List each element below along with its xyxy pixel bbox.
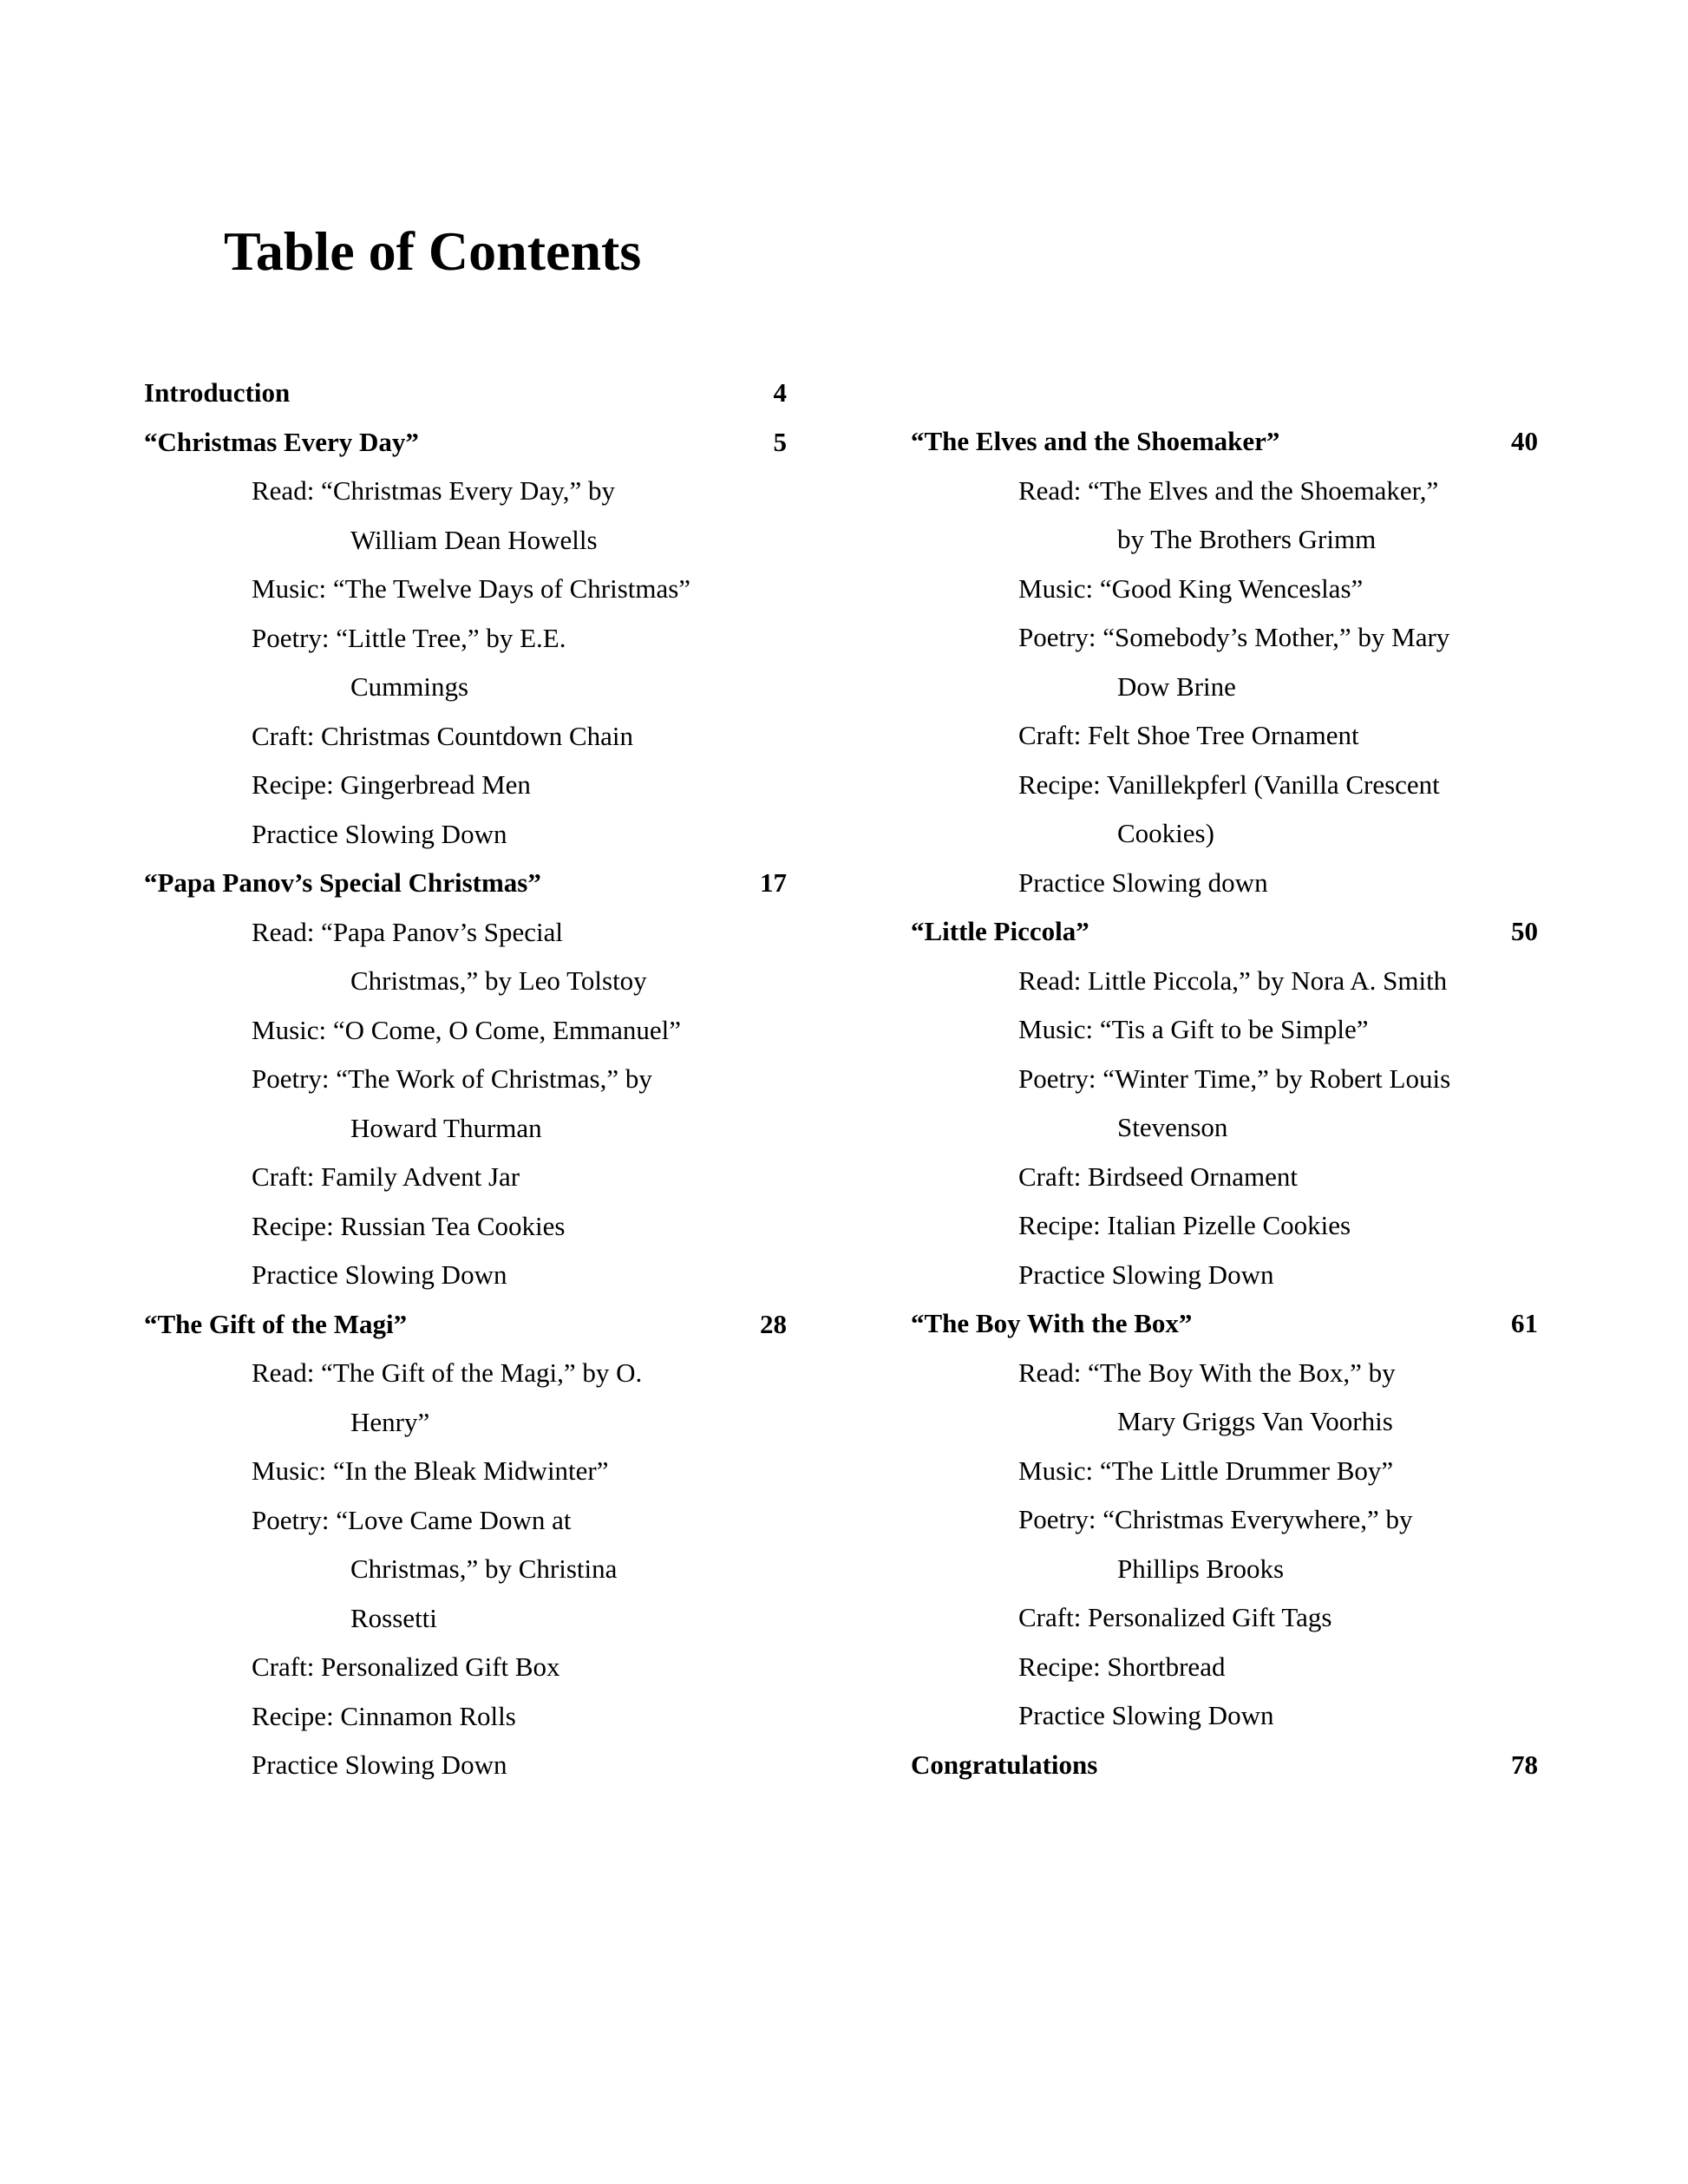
page-number: 40 bbox=[1511, 426, 1538, 456]
toc-entry bbox=[144, 1251, 787, 1300]
toc-entry bbox=[911, 515, 1538, 565]
toc-entry-text: Rossetti bbox=[350, 1602, 437, 1633]
toc-entry-text: Poetry: “The Work of Christmas,” by bbox=[252, 1063, 652, 1094]
toc-section-heading bbox=[911, 1741, 1538, 1790]
page-number: 4 bbox=[773, 377, 787, 408]
toc-section-heading bbox=[911, 417, 1538, 467]
page-number: 61 bbox=[1511, 1308, 1538, 1338]
toc-entry-text: Recipe: Cinnamon Rolls bbox=[252, 1700, 516, 1731]
toc-entry-text: Poetry: “Winter Time,” by Robert Louis bbox=[1018, 1063, 1451, 1094]
page-number: 5 bbox=[773, 426, 787, 457]
toc-entry-text: Music: “Tis a Gift to be Simple” bbox=[1018, 1014, 1369, 1044]
toc-entry-text: Poetry: “Somebody’s Mother,” by Mary bbox=[1018, 622, 1450, 652]
page-title: Table of Contents bbox=[224, 220, 642, 282]
toc-entry bbox=[911, 1201, 1538, 1251]
toc-section-heading bbox=[144, 418, 787, 468]
toc-entry-text: “Little Piccola” bbox=[911, 916, 1089, 946]
toc-entry-text: Craft: Family Advent Jar bbox=[252, 1161, 520, 1192]
toc-entry bbox=[144, 712, 787, 762]
toc-entry bbox=[144, 908, 787, 958]
toc-entry-text: Recipe: Russian Tea Cookies bbox=[252, 1210, 566, 1241]
toc-section-heading bbox=[144, 369, 787, 418]
toc-entry bbox=[144, 957, 787, 1006]
toc-entry bbox=[144, 1741, 787, 1790]
page-number: 28 bbox=[760, 1308, 787, 1339]
toc-entry bbox=[144, 1153, 787, 1202]
toc-entry-text: Poetry: “Christmas Everywhere,” by bbox=[1018, 1504, 1413, 1534]
toc-entry-text: “Papa Panov’s Special Christmas” bbox=[144, 867, 541, 898]
toc-entry-text: Recipe: Shortbread bbox=[1018, 1651, 1226, 1682]
toc-entry-text: Poetry: “Little Tree,” by E.E. bbox=[252, 622, 566, 653]
toc-entry bbox=[911, 711, 1538, 761]
toc-entry bbox=[911, 761, 1538, 810]
toc-entry bbox=[911, 1643, 1538, 1692]
toc-entry-text: by The Brothers Grimm bbox=[1117, 524, 1377, 554]
toc-entry-text: Practice Slowing Down bbox=[1018, 1700, 1274, 1730]
toc-entry-text: William Dean Howells bbox=[350, 524, 598, 555]
toc-entry bbox=[911, 957, 1538, 1006]
toc-entry-text: Craft: Felt Shoe Tree Ornament bbox=[1018, 720, 1359, 750]
toc-entry-text: Music: “O Come, O Come, Emmanuel” bbox=[252, 1014, 682, 1045]
toc-entry-text: Read: “The Boy With the Box,” by bbox=[1018, 1357, 1396, 1388]
toc-entry-text: Read: “The Elves and the Shoemaker,” bbox=[1018, 474, 1439, 506]
page-number: 17 bbox=[760, 867, 787, 898]
toc-entry bbox=[144, 1398, 787, 1448]
toc-entry-text: Practice Slowing Down bbox=[252, 1259, 507, 1290]
toc-entry bbox=[144, 1594, 787, 1644]
toc-entry bbox=[911, 1691, 1538, 1741]
toc-entry-text: Dow Brine bbox=[1117, 670, 1236, 702]
toc-entry bbox=[911, 1153, 1538, 1202]
toc-entry-text: Practice Slowing Down bbox=[1018, 1259, 1274, 1290]
toc-section-heading bbox=[911, 907, 1538, 957]
toc-entry bbox=[144, 1202, 787, 1252]
toc-entry-text: Recipe: Gingerbread Men bbox=[252, 769, 531, 800]
toc-entry bbox=[144, 516, 787, 566]
toc-entry bbox=[911, 663, 1538, 712]
toc-entry-text: Cookies) bbox=[1117, 818, 1214, 848]
toc-entry-text: “Christmas Every Day” bbox=[144, 426, 419, 457]
toc-entry-text: “The Gift of the Magi” bbox=[144, 1308, 408, 1339]
toc-section-heading bbox=[911, 1299, 1538, 1349]
toc-entry-text: Congratulations bbox=[911, 1749, 1098, 1780]
toc-entry-text: Poetry: “Love Came Down at bbox=[252, 1504, 572, 1535]
toc-entry bbox=[144, 1055, 787, 1104]
toc-entry-text: Practice Slowing Down bbox=[252, 818, 507, 849]
toc-entry-text: Christmas,” by Leo Tolstoy bbox=[350, 965, 647, 996]
toc-entry-text: Stevenson bbox=[1117, 1112, 1228, 1142]
toc-entry-text: Phillips Brooks bbox=[1117, 1553, 1285, 1584]
toc-entry bbox=[911, 565, 1538, 614]
toc-entry-text: “The Boy With the Box” bbox=[911, 1308, 1193, 1338]
toc-entry bbox=[911, 1593, 1538, 1643]
toc-column-left bbox=[144, 369, 787, 1790]
toc-entry bbox=[144, 663, 787, 712]
toc-entry bbox=[911, 1495, 1538, 1545]
toc-entry bbox=[144, 761, 787, 810]
toc-entry-text: Craft: Personalized Gift Box bbox=[252, 1651, 560, 1682]
toc-entry-text: Introduction bbox=[144, 377, 291, 408]
toc-section-heading bbox=[144, 1300, 787, 1350]
toc-entry-text: Craft: Birdseed Ornament bbox=[1018, 1161, 1298, 1192]
toc-entry-text: Read: “The Gift of the Magi,” by O. bbox=[252, 1357, 643, 1388]
toc-entry bbox=[144, 1006, 787, 1056]
toc-entry bbox=[144, 1692, 787, 1742]
toc-entry-text: Practice Slowing Down bbox=[252, 1749, 507, 1780]
toc-entry-text: Practice Slowing down bbox=[1018, 866, 1268, 898]
toc-entry-text: Craft: Christmas Countdown Chain bbox=[252, 720, 634, 751]
page-number: 50 bbox=[1511, 916, 1538, 946]
toc-entry bbox=[144, 1349, 787, 1398]
toc-entry bbox=[911, 1397, 1538, 1447]
toc-entry-text: Read: Little Piccola,” by Nora A. Smith bbox=[1018, 964, 1448, 996]
toc-entry bbox=[144, 1643, 787, 1692]
toc-entry bbox=[144, 810, 787, 860]
toc-entry bbox=[911, 1055, 1538, 1104]
toc-entry bbox=[144, 614, 787, 664]
toc-entry-text: Read: “Papa Panov’s Special bbox=[252, 916, 563, 947]
toc-entry bbox=[911, 859, 1538, 908]
toc-entry bbox=[911, 1103, 1538, 1153]
toc-entry-text: Cummings bbox=[350, 671, 469, 702]
toc-entry bbox=[144, 1545, 787, 1594]
toc-entry-text: Recipe: Vanillekpferl (Vanilla Crescent bbox=[1018, 768, 1440, 800]
toc-entry-text: Music: “Good King Wenceslas” bbox=[1018, 572, 1364, 604]
toc-entry bbox=[911, 1251, 1538, 1300]
toc-entry bbox=[144, 1496, 787, 1546]
toc-entry bbox=[911, 613, 1538, 663]
page-number: 78 bbox=[1511, 1749, 1538, 1780]
toc-entry-text: Read: “Christmas Every Day,” by bbox=[252, 475, 615, 506]
toc-entry bbox=[911, 1447, 1538, 1496]
toc-entry bbox=[144, 467, 787, 516]
toc-column-right bbox=[911, 417, 1538, 1789]
toc-section-heading bbox=[144, 859, 787, 908]
toc-entry bbox=[911, 1005, 1538, 1055]
toc-entry-text: Henry” bbox=[350, 1406, 430, 1437]
toc-entry-text: Howard Thurman bbox=[350, 1112, 542, 1143]
toc-entry-text: Mary Griggs Van Voorhis bbox=[1117, 1406, 1393, 1436]
toc-entry bbox=[911, 467, 1538, 516]
toc-entry-text: “The Elves and the Shoemaker” bbox=[911, 426, 1280, 456]
toc-entry bbox=[144, 1447, 787, 1496]
toc-entry bbox=[911, 809, 1538, 859]
toc-entry-text: Music: “The Little Drummer Boy” bbox=[1018, 1455, 1394, 1486]
toc-entry-text: Music: “The Twelve Days of Christmas” bbox=[252, 573, 691, 604]
toc-entry bbox=[144, 565, 787, 614]
toc-entry-text: Music: “In the Bleak Midwinter” bbox=[252, 1455, 609, 1486]
toc-entry-text: Recipe: Italian Pizelle Cookies bbox=[1018, 1210, 1351, 1240]
toc-entry-text: Craft: Personalized Gift Tags bbox=[1018, 1602, 1332, 1632]
toc-entry bbox=[911, 1545, 1538, 1594]
toc-entry bbox=[144, 1104, 787, 1154]
toc-entry-text: Christmas,” by Christina bbox=[350, 1553, 618, 1584]
toc-entry bbox=[911, 1349, 1538, 1398]
